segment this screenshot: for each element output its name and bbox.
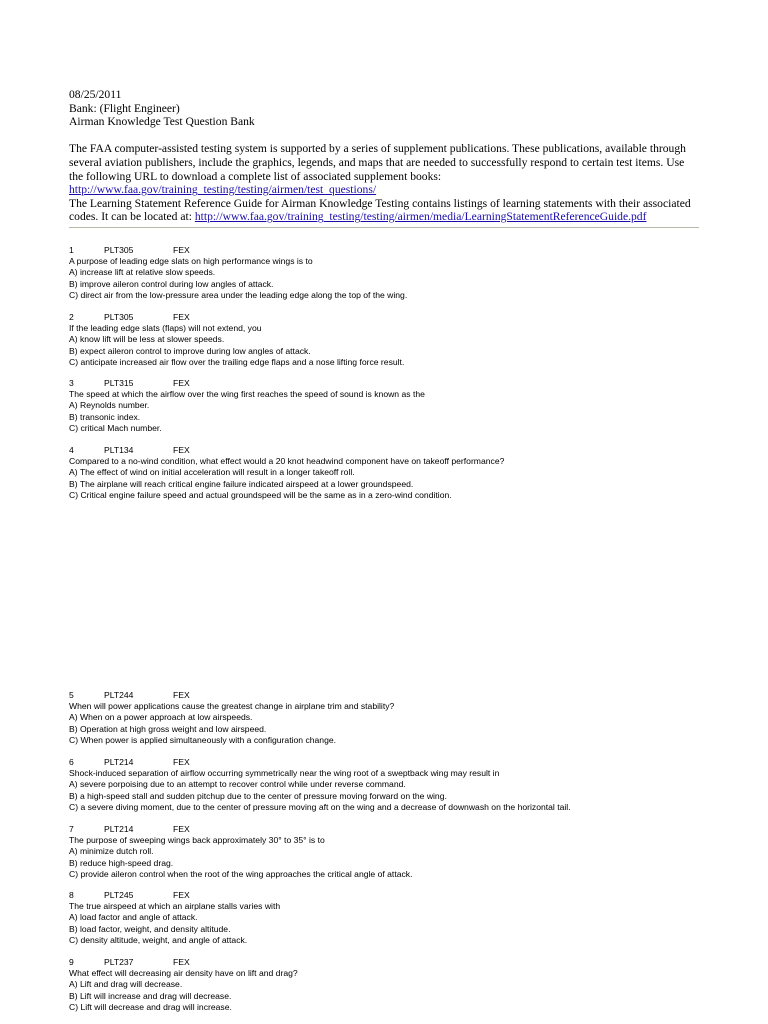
question-number: 3 [69,378,74,388]
answer-option-a: A) load factor and angle of attack. [69,912,198,923]
question-number: 6 [69,757,74,767]
question-code: PLT214 [104,757,134,767]
question-item [69,245,709,301]
bank-name: Bank: (Flight Engineer) [69,101,180,115]
question-subject: FEX [173,690,190,700]
answer-option-c: C) direct air from the low-pressure area under the leading edge along the top of the wing. [69,289,408,300]
answer-option-b: B) The airplane will reach critical engine failure indicated airspeed at a lower groundspeed. [69,478,414,489]
question-code: PLT244 [104,690,134,700]
answer-option-c: C) density altitude, weight, and angle of attack. [69,934,248,945]
answer-option-a: A) Reynolds number. [69,400,150,411]
learning-statement-guide-link[interactable]: http://www.faa.gov/training_testing/testing/airmen/media/LearningStatementReferenceGuide.pdf [194,210,647,224]
answer-option-b: B) Lift will increase and drag will decrease. [69,990,232,1001]
question-stem: Compared to a no-wind condition, what effect would a 20 knot headwind component have on takeoff performance? [69,456,505,467]
question-item [69,378,709,434]
question-subject: FEX [173,312,190,322]
intro-line-1: The FAA computer-assisted testing system is supported by a series of supplement publications. These publications, available through [69,142,686,156]
answer-option-b: B) transonic index. [69,411,141,422]
question-subject: FEX [173,890,190,900]
question-subject: FEX [173,445,190,455]
question-item [69,312,709,368]
answer-option-c: C) critical Mach number. [69,422,162,433]
question-item [69,757,709,813]
answer-option-c: C) anticipate increased air flow over the trailing edge flaps and a nose lifting force result. [69,356,405,367]
answer-option-b: B) improve aileron control during low angles of attack. [69,278,274,289]
question-number: 2 [69,312,74,322]
document-title: Airman Knowledge Test Question Bank [69,115,255,129]
question-stem: The true airspeed at which an airplane stalls varies with [69,901,281,912]
answer-option-a: A) know lift will be less at slower speeds. [69,334,225,345]
question-code: PLT245 [104,890,134,900]
question-stem: The purpose of sweeping wings back approximately 30° to 35° is to [69,835,325,846]
answer-option-c: C) provide aileron control when the root of the wing approaches the critical angle of attack. [69,868,413,879]
answer-option-b: B) load factor, weight, and density altitude. [69,923,231,934]
answer-option-c: C) Critical engine failure speed and actual groundspeed will be the same as in a zero-wind condition. [69,489,452,500]
question-stem: When will power applications cause the greatest change in airplane trim and stability? [69,701,395,712]
answer-option-b: B) Operation at high gross weight and low airspeed. [69,723,267,734]
question-item [69,890,709,946]
question-stem: A purpose of leading edge slats on high performance wings is to [69,256,313,267]
answer-option-a: A) severe porpoising due to an attempt to recover control while under reverse command. [69,779,406,790]
question-stem: What effect will decreasing air density have on lift and drag? [69,968,298,979]
intro-line-3: the following URL to download a complete list of associated supplement books: [69,169,442,183]
question-item [69,690,709,746]
answer-option-a: A) minimize dutch roll. [69,846,154,857]
date: 08/25/2011 [69,88,122,101]
question-number: 5 [69,690,74,700]
question-item [69,957,709,1013]
question-subject: FEX [173,757,190,767]
question-subject: FEX [173,245,190,255]
question-code: PLT315 [104,378,134,388]
answer-option-a: A) The effect of wind on initial acceleration will result in a longer takeoff roll. [69,467,355,478]
question-code: PLT134 [104,445,134,455]
question-code: PLT237 [104,957,134,967]
question-stem: If the leading edge slats (flaps) will not extend, you [69,323,262,334]
answer-option-c: C) a severe diving moment, due to the center of pressure moving aft on the wing and a decrease of downwash on the horizontal tail. [69,801,571,812]
question-code: PLT214 [104,824,134,834]
guide-line-2-prefix: codes. It can be located at: [69,210,195,224]
answer-option-b: B) a high-speed stall and sudden pitchup due to the center of pressure moving forward on the wing. [69,790,447,801]
question-number: 1 [69,245,74,255]
guide-line-1: The Learning Statement Reference Guide for Airman Knowledge Testing contains listings of learning statements with their associated [69,196,691,210]
answer-option-b: B) reduce high-speed drag. [69,857,174,868]
question-item [69,824,709,880]
header-divider [69,227,699,228]
answer-option-c: C) When power is applied simultaneously with a configuration change. [69,734,337,745]
intro-line-2: several aviation publishers, include the graphics, legends, and maps that are needed to successfully respond to certain test items. Use [69,155,685,169]
question-code: PLT305 [104,245,134,255]
question-number: 8 [69,890,74,900]
answer-option-a: A) When on a power approach at low airspeeds. [69,712,253,723]
question-subject: FEX [173,378,190,388]
answer-option-b: B) expect aileron control to improve during low angles of attack. [69,345,311,356]
question-subject: FEX [173,824,190,834]
question-number: 9 [69,957,74,967]
supplement-list-link[interactable]: http://www.faa.gov/training_testing/testing/airmen/test_questions/ [69,183,377,197]
document-header [69,88,709,224]
question-code: PLT305 [104,312,134,322]
question-subject: FEX [173,957,190,967]
question-number: 4 [69,445,74,455]
question-stem: The speed at which the airflow over the wing first reaches the speed of sound is known as the [69,389,425,400]
answer-option-a: A) Lift and drag will decrease. [69,979,183,990]
answer-option-c: C) Lift will decrease and drag will increase. [69,1001,232,1012]
question-stem: Shock-induced separation of airflow occurring symmetrically near the wing root of a sweptback wing may result in [69,768,500,779]
question-item [69,445,709,501]
question-number: 7 [69,824,74,834]
answer-option-a: A) increase lift at relative slow speeds. [69,267,216,278]
